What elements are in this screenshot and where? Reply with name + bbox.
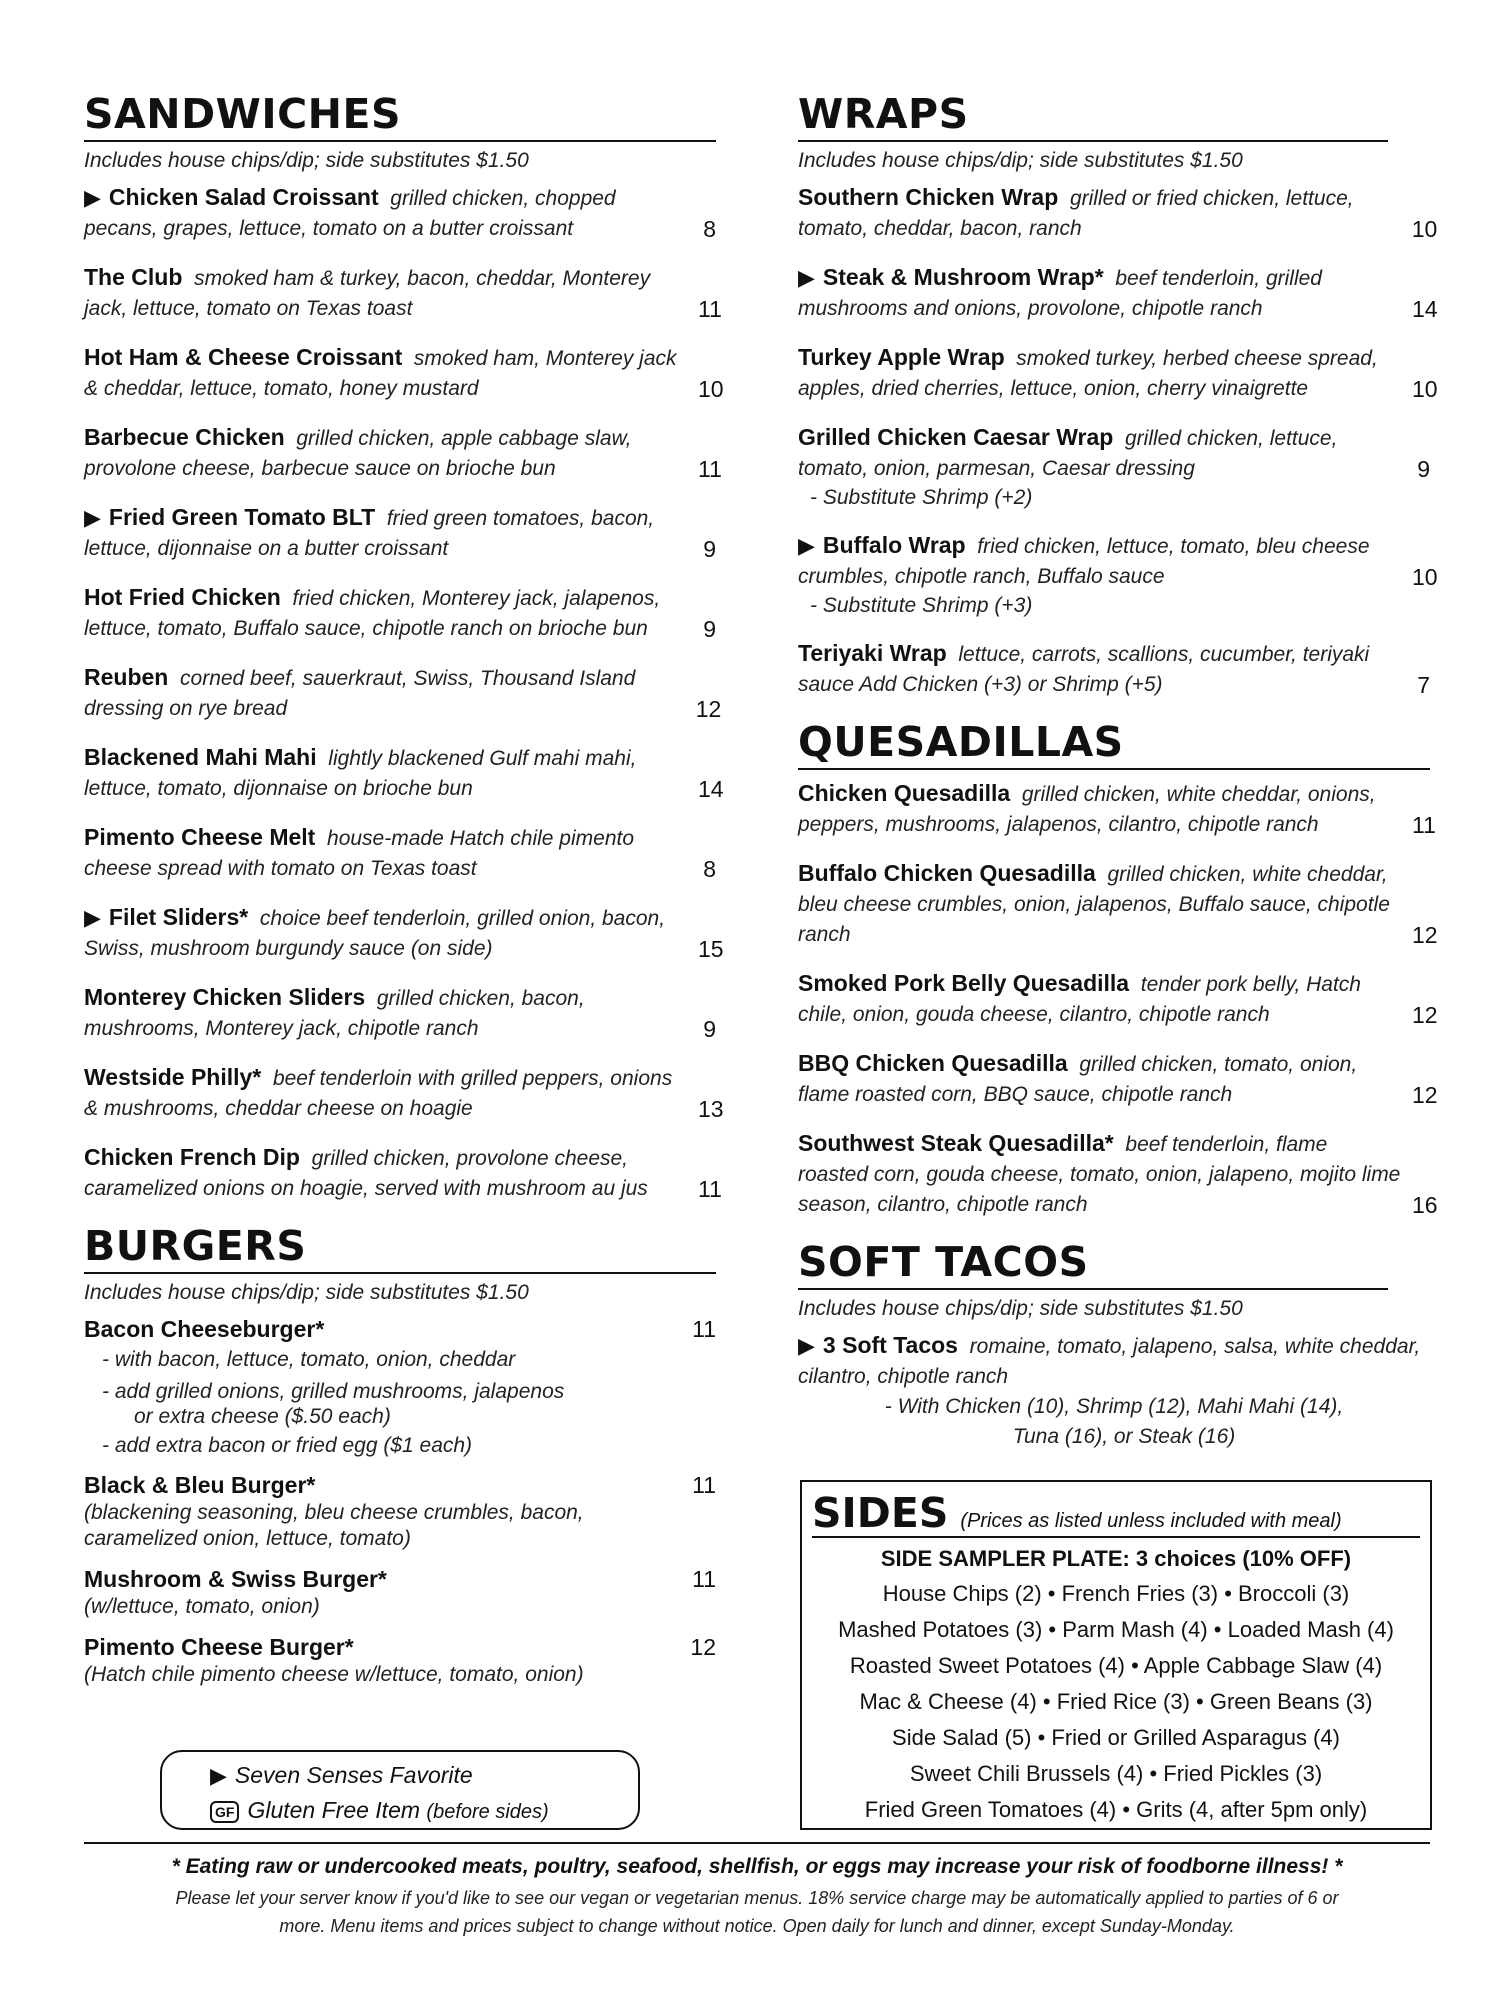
menu-item [798,778,1436,840]
favorite-arrow-icon: ▶ [798,265,815,290]
menu-item [84,262,722,324]
item-description: grilled chicken, bacon, mushrooms, Monterey jack, chipotle ranch [84,987,585,1040]
sandwiches-heading: SANDWICHES [84,90,716,142]
legend-box [160,1750,640,1830]
item-name: Monterey Chicken Sliders [84,984,366,1010]
menu-item [84,422,722,484]
menu-item [798,182,1438,244]
menu-item [798,530,1438,620]
burger-option: - with bacon, lettuce, tomato, onion, cheddar [102,1348,516,1371]
sides-line: Side Salad (5) • Fried or Grilled Asparagus (4) [892,1725,1340,1750]
item-name: Westside Philly* [84,1064,262,1090]
legend-gluten-free-note: (before sides) [426,1801,549,1823]
burger-option: - add grilled onions, grilled mushrooms, jalapenos [102,1380,565,1403]
menu-item-bacon-cheeseburger [84,1314,716,1462]
menu-item [84,1142,722,1204]
item-description: romaine, tomato, jalapeno, salsa, white cheddar, cilantro, chipotle ranch [798,1335,1421,1388]
item-description: smoked ham & turkey, bacon, cheddar, Monterey jack, lettuce, tomato on Texas toast [84,267,651,320]
wraps-note: Includes house chips/dip; side substitutes $1.50 [798,149,1243,172]
item-price: 10 [698,376,724,402]
menu-item [798,1128,1438,1220]
item-description: smoked turkey, herbed cheese spread, apples, dried cherries, lettuce, onion, cherry vinaigrette [798,347,1378,400]
sides-note: (Prices as listed unless included with meal) [960,1510,1342,1532]
item-price: 10 [1412,376,1438,402]
item-price: 11 [698,456,722,482]
item-substitution: - Substitute Shrimp (+3) [810,594,1033,617]
menu-item [84,342,724,404]
item-price: 12 [1412,922,1438,948]
item-name: Smoked Pork Belly Quesadilla [798,970,1130,996]
item-name: Buffalo Chicken Quesadilla [798,860,1096,886]
item-description: fried chicken, Monterey jack, jalapenos, lettuce, tomato, Buffalo sauce, chipotle ranch on brioche bun [84,587,661,640]
item-name: 3 Soft Tacos [822,1332,958,1358]
tacos-note: Includes house chips/dip; side substitutes $1.50 [798,1297,1243,1320]
favorite-arrow-icon: ▶ [798,533,815,558]
favorite-arrow-icon: ▶ [798,1333,815,1358]
menu-item [84,662,722,724]
item-price: 12 [690,1634,716,1660]
item-price: 12 [1412,1002,1438,1028]
menu-item [84,582,716,644]
item-substitution: - Substitute Shrimp (+2) [810,486,1033,509]
item-name: Reuben [84,664,169,690]
menu-item [798,262,1438,324]
tacos-options: - With Chicken (10), Shrimp (12), Mahi Mahi (14), [884,1395,1344,1418]
item-description: grilled chicken, white cheddar, bleu cheese crumbles, onion, jalapenos, Buffalo sauce, chipotle ranch [798,863,1390,946]
item-description: grilled chicken, tomato, onion, flame roasted corn, BBQ sauce, chipotle ranch [798,1053,1358,1106]
item-name: Chicken Salad Croissant [108,184,379,210]
item-description: (blackening seasoning, bleu cheese crumbles, bacon, caramelized onion, lettuce, tomato) [84,1501,584,1550]
menu-item-3-soft-tacos [798,1330,1430,1452]
menu-item [798,638,1430,700]
soft-tacos-heading: SOFT TACOS [798,1238,1388,1290]
item-description: grilled chicken, white cheddar, onions, peppers, mushrooms, jalapenos, cilantro, chipotle ranch [798,783,1376,836]
item-name: Blackened Mahi Mahi [84,744,317,770]
item-price: 8 [703,856,716,882]
item-description: choice beef tenderloin, grilled onion, bacon, Swiss, mushroom burgundy sauce (on side) [84,907,666,960]
item-price: 11 [1412,812,1436,838]
menu-item [798,858,1438,950]
menu-item [84,502,716,564]
item-price: 10 [1412,564,1438,590]
item-description: smoked ham, Monterey jack & cheddar, lettuce, tomato, honey mustard [84,347,677,400]
menu-item [84,182,716,244]
tacos-options: Tuna (16), or Steak (16) [1012,1425,1236,1448]
item-price: 11 [698,296,722,322]
footer [84,1842,1430,1940]
item-description: fried chicken, lettuce, tomato, bleu cheese crumbles, chipotle ranch, Buffalo sauce [798,535,1370,588]
item-name: Turkey Apple Wrap [798,344,1005,370]
burger-option: or extra cheese ($.50 each) [134,1405,391,1428]
menu-item [798,1048,1438,1110]
favorite-arrow-icon: ▶ [210,1763,227,1788]
side-sampler: SIDE SAMPLER PLATE: 3 choices (10% OFF) [880,1546,1352,1571]
menu-item [84,742,724,804]
menu-item [84,902,724,964]
left-column [84,90,724,1700]
menu-item [798,342,1438,404]
item-name: Mushroom & Swiss Burger* [84,1566,387,1592]
burgers-note: Includes house chips/dip; side substitutes $1.50 [84,1281,529,1304]
item-name: Black & Bleu Burger* [84,1472,316,1498]
burgers-heading: BURGERS [84,1222,716,1274]
item-description: lightly blackened Gulf mahi mahi, lettuce, tomato, dijonnaise on brioche bun [84,747,637,800]
gluten-free-icon: GF [210,1801,239,1823]
item-price: 8 [703,216,716,242]
quesadilla-list [798,778,1438,1220]
item-name: The Club [84,264,183,290]
sides-line: Fried Green Tomatoes (4) • Grits (4, after 5pm only) [864,1797,1368,1822]
sides-heading: SIDES [812,1489,949,1537]
item-description: grilled chicken, provolone cheese, caramelized onions on hoagie, served with mushroom au jus [84,1147,648,1200]
right-column [798,90,1438,1470]
item-price: 11 [692,1316,716,1342]
menu-item [798,968,1438,1030]
sides-line: Roasted Sweet Potatoes (4) • Apple Cabbage Slaw (4) [849,1653,1383,1678]
food-safety-warning: * Eating raw or undercooked meats, poultry, seafood, shellfish, or eggs may increase your risk of foodborne illness! * [171,1855,1343,1878]
sides-line: House Chips (2) • French Fries (3) • Broccoli (3) [882,1581,1350,1606]
favorite-arrow-icon: ▶ [84,505,101,530]
sides-line: Sweet Chili Brussels (4) • Fried Pickles (3) [909,1761,1323,1786]
item-price: 13 [698,1096,724,1122]
item-description: grilled chicken, apple cabbage slaw, provolone cheese, barbecue sauce on brioche bun [84,427,632,480]
wrap-list [798,182,1438,700]
item-name: Hot Fried Chicken [84,584,281,610]
footer-note: Please let your server know if you'd like to see our vegan or vegetarian menus. 18% service charge may be automatically applied to parties of 6 or [175,1888,1339,1908]
item-name: Southern Chicken Wrap [798,184,1059,210]
item-name: Pimento Cheese Melt [84,824,316,850]
wraps-heading: WRAPS [798,90,1388,142]
item-name: Steak & Mushroom Wrap* [822,264,1104,290]
item-price: 10 [1411,216,1438,242]
item-description: fried green tomatoes, bacon, lettuce, dijonnaise on a butter croissant [84,507,655,560]
item-description: (Hatch chile pimento cheese w/lettuce, tomato, onion) [84,1663,584,1686]
item-name: BBQ Chicken Quesadilla [798,1050,1068,1076]
menu-item [84,1632,716,1688]
item-price: 9 [1417,456,1430,482]
item-price: 14 [698,776,724,802]
item-description: beef tenderloin, flame roasted corn, gouda cheese, tomato, onion, jalapeno, mojito lime season, cilantro, chipotle ranch [798,1133,1401,1216]
item-price: 15 [698,936,724,962]
sandwich-list [84,182,724,1204]
menu-item [84,1564,716,1620]
sides-line: Mac & Cheese (4) • Fried Rice (3) • Green Beans (3) [859,1689,1373,1714]
legend-favorite: Seven Senses Favorite [234,1762,473,1788]
item-name: Southwest Steak Quesadilla* [798,1130,1114,1156]
item-price: 7 [1417,672,1430,698]
menu-item [84,822,716,884]
menu-item [84,982,716,1044]
item-price: 12 [695,696,722,722]
item-price: 16 [1412,1192,1438,1218]
item-description: grilled chicken, lettuce, tomato, onion, parmesan, Caesar dressing [798,427,1338,480]
item-name: Hot Ham & Cheese Croissant [84,344,403,370]
item-name: Fried Green Tomato BLT [108,504,376,530]
item-description: (w/lettuce, tomato, onion) [84,1595,320,1618]
item-name: Filet Sliders* [108,904,249,930]
item-name: Buffalo Wrap [822,532,966,558]
item-description: grilled or fried chicken, lettuce, tomato, cheddar, bacon, ranch [798,187,1354,240]
item-description: tender pork belly, Hatch chile, onion, gouda cheese, cilantro, chipotle ranch [798,973,1361,1026]
item-description: house-made Hatch chile pimento cheese spread with tomato on Texas toast [84,827,635,880]
menu-item [84,1470,716,1552]
item-price: 12 [1412,1082,1438,1108]
favorite-arrow-icon: ▶ [84,905,101,930]
menu-item [798,422,1430,512]
item-description: lettuce, carrots, scallions, cucumber, teriyaki sauce Add Chicken (+3) or Shrimp (+5) [798,643,1370,696]
item-price: 9 [703,616,716,642]
item-price: 9 [703,536,716,562]
item-price: 9 [703,1016,716,1042]
item-name: Chicken French Dip [84,1144,300,1170]
item-name: Teriyaki Wrap [798,640,947,666]
sides-line: Mashed Potatoes (3) • Parm Mash (4) • Loaded Mash (4) [838,1617,1394,1642]
item-name: Barbecue Chicken [84,424,285,450]
footer-note: more. Menu items and prices subject to change without notice. Open daily for lunch and dinner, except Sunday-Monday. [279,1916,1235,1936]
item-name: Pimento Cheese Burger* [84,1634,354,1660]
item-price: 14 [1412,296,1438,322]
item-price: 11 [692,1566,716,1592]
item-price: 11 [698,1176,722,1202]
item-price: 11 [692,1472,716,1498]
sandwiches-note: Includes house chips/dip; side substitutes $1.50 [84,149,529,172]
item-name: Chicken Quesadilla [798,780,1011,806]
burger-option: - add extra bacon or fried egg ($1 each) [102,1434,473,1457]
quesadillas-heading: QUESADILLAS [798,718,1430,770]
favorite-arrow-icon: ▶ [84,185,101,210]
sides-header [812,1490,1420,1538]
item-description: beef tenderloin with grilled peppers, onions & mushrooms, cheddar cheese on hoagie [84,1067,673,1120]
item-description: beef tenderloin, grilled mushrooms and onions, provolone, chipotle ranch [798,267,1322,320]
sides-box [800,1480,1432,1830]
item-name: Bacon Cheeseburger* [84,1316,325,1342]
item-name: Grilled Chicken Caesar Wrap [798,424,1114,450]
item-description: grilled chicken, chopped pecans, grapes, lettuce, tomato on a butter croissant [84,187,616,240]
burger-list [84,1470,716,1688]
item-description: corned beef, sauerkraut, Swiss, Thousand Island dressing on rye bread [84,667,636,720]
legend-gluten-free: Gluten Free Item [247,1797,421,1823]
menu-item [84,1062,724,1124]
